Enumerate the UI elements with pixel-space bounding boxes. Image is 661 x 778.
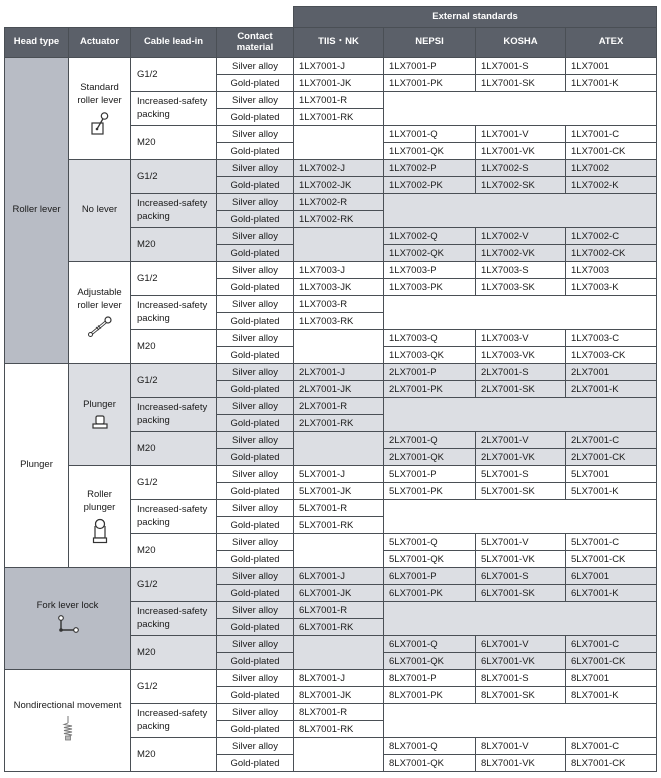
spec-table-wrapper xyxy=(4,6,657,772)
atex-code: 1LX7001-C xyxy=(566,126,657,143)
atex-code: 1LX7002-CK xyxy=(566,245,657,262)
nepsi-code: 6LX7001-QK xyxy=(384,653,476,670)
adjustable-roller-lever-icon xyxy=(87,316,113,338)
kosha-code: 1LX7003-VK xyxy=(476,347,566,364)
cable-lead-in-cell: M20 xyxy=(131,432,217,466)
actuator-header: Actuator xyxy=(69,28,131,58)
nepsi-code: 2LX7001-PK xyxy=(384,381,476,398)
atex-code: 1LX7003-C xyxy=(566,330,657,347)
cable-lead-in-cell: Increased-safety packing xyxy=(131,398,217,432)
empty-cell xyxy=(384,602,657,636)
header-spacer xyxy=(5,7,294,28)
kosha-code: 2LX7001-SK xyxy=(476,381,566,398)
atex-code: 6LX7001-K xyxy=(566,585,657,602)
tiis-nk-code: 8LX7001-RK xyxy=(294,721,384,738)
nepsi-code: 6LX7001-PK xyxy=(384,585,476,602)
cable-lead-in-cell: G1/2 xyxy=(131,670,217,704)
tiis-nk-code: 8LX7001-J xyxy=(294,670,384,687)
kosha-code: 1LX7003-S xyxy=(476,262,566,279)
head-type-label: Fork lever lock xyxy=(36,599,99,611)
tiis-nk-code: 1LX7002-R xyxy=(294,194,384,211)
tiis-nk-header: TIIS・NK xyxy=(294,28,384,58)
nepsi-code: 1LX7002-Q xyxy=(384,228,476,245)
contact-material-cell: Gold-plated xyxy=(217,75,294,92)
tiis-nk-code: 6LX7001-JK xyxy=(294,585,384,602)
tiis-nk-code: 5LX7001-RK xyxy=(294,517,384,534)
cable-lead-in-cell: G1/2 xyxy=(131,160,217,194)
actuator-cell xyxy=(69,364,131,466)
kosha-code: 6LX7001-S xyxy=(476,568,566,585)
external-standards-table xyxy=(4,6,657,772)
atex-code: 2LX7001-C xyxy=(566,432,657,449)
contact-material-cell: Silver alloy xyxy=(217,228,294,245)
kosha-code: 1LX7001-V xyxy=(476,126,566,143)
kosha-code: 5LX7001-VK xyxy=(476,551,566,568)
cable-lead-in-cell: M20 xyxy=(131,738,217,772)
head-type-cell xyxy=(5,568,131,670)
nepsi-code: 5LX7001-P xyxy=(384,466,476,483)
nepsi-code: 1LX7002-PK xyxy=(384,177,476,194)
atex-code: 1LX7003 xyxy=(566,262,657,279)
empty-cell xyxy=(294,534,384,568)
cable-lead-in-cell: Increased-safety packing xyxy=(131,92,217,126)
cable-lead-in-cell: G1/2 xyxy=(131,466,217,500)
tiis-nk-code: 1LX7002-J xyxy=(294,160,384,177)
roller-lever-icon xyxy=(91,111,109,135)
contact-material-cell: Gold-plated xyxy=(217,721,294,738)
contact-material-header: Contact material xyxy=(217,28,294,58)
nepsi-code: 5LX7001-PK xyxy=(384,483,476,500)
cable-lead-in-cell: Increased-safety packing xyxy=(131,602,217,636)
fork-lever-lock-icon xyxy=(55,615,81,637)
tiis-nk-code: 1LX7001-R xyxy=(294,92,384,109)
tiis-nk-code: 1LX7003-RK xyxy=(294,313,384,330)
contact-material-cell: Silver alloy xyxy=(217,262,294,279)
contact-material-cell: Silver alloy xyxy=(217,92,294,109)
contact-material-cell: Gold-plated xyxy=(217,653,294,670)
empty-cell xyxy=(294,432,384,466)
nepsi-code: 1LX7001-QK xyxy=(384,143,476,160)
tiis-nk-code: 5LX7001-J xyxy=(294,466,384,483)
contact-material-cell: Silver alloy xyxy=(217,500,294,517)
contact-material-cell: Gold-plated xyxy=(217,687,294,704)
contact-material-cell: Silver alloy xyxy=(217,160,294,177)
contact-material-cell: Silver alloy xyxy=(217,466,294,483)
empty-cell xyxy=(384,704,657,738)
contact-material-cell: Gold-plated xyxy=(217,449,294,466)
atex-code: 5LX7001-C xyxy=(566,534,657,551)
contact-material-cell: Gold-plated xyxy=(217,347,294,364)
external-standards-header: External standards xyxy=(294,7,657,28)
actuator-label: No lever xyxy=(81,204,118,216)
nepsi-code: 5LX7001-Q xyxy=(384,534,476,551)
plunger-icon xyxy=(91,414,109,430)
tiis-nk-code: 6LX7001-RK xyxy=(294,619,384,636)
contact-material-cell: Gold-plated xyxy=(217,143,294,160)
tiis-nk-code: 2LX7001-R xyxy=(294,398,384,415)
atex-code: 1LX7002 xyxy=(566,160,657,177)
actuator-label: Roller plunger xyxy=(83,489,116,513)
cable-lead-in-cell: G1/2 xyxy=(131,58,217,92)
contact-material-cell: Silver alloy xyxy=(217,534,294,551)
cable-lead-in-cell: M20 xyxy=(131,330,217,364)
contact-material-cell: Gold-plated xyxy=(217,551,294,568)
atex-code: 1LX7001-CK xyxy=(566,143,657,160)
cable-lead-in-cell: M20 xyxy=(131,534,217,568)
roller-plunger-icon xyxy=(92,518,108,544)
contact-material-cell: Silver alloy xyxy=(217,432,294,449)
actuator-label: Plunger xyxy=(83,398,116,410)
tiis-nk-code: 8LX7001-R xyxy=(294,704,384,721)
contact-material-cell: Gold-plated xyxy=(217,517,294,534)
atex-code: 1LX7002-K xyxy=(566,177,657,194)
tiis-nk-code: 1LX7001-RK xyxy=(294,109,384,126)
actuator-cell xyxy=(69,466,131,568)
contact-material-cell: Silver alloy xyxy=(217,738,294,755)
nepsi-code: 2LX7001-Q xyxy=(384,432,476,449)
nepsi-code: 8LX7001-Q xyxy=(384,738,476,755)
empty-cell xyxy=(294,126,384,160)
nepsi-code: 1LX7003-QK xyxy=(384,347,476,364)
contact-material-cell: Gold-plated xyxy=(217,585,294,602)
tiis-nk-code: 1LX7003-J xyxy=(294,262,384,279)
kosha-code: 5LX7001-SK xyxy=(476,483,566,500)
empty-cell xyxy=(384,92,657,126)
contact-material-cell: Silver alloy xyxy=(217,568,294,585)
contact-material-cell: Silver alloy xyxy=(217,398,294,415)
kosha-code: 6LX7001-VK xyxy=(476,653,566,670)
empty-cell xyxy=(294,228,384,262)
kosha-code: 2LX7001-S xyxy=(476,364,566,381)
kosha-code: 1LX7002-V xyxy=(476,228,566,245)
tiis-nk-code: 1LX7002-RK xyxy=(294,211,384,228)
atex-code: 1LX7003-K xyxy=(566,279,657,296)
cable-lead-in-header: Cable lead-in xyxy=(131,28,217,58)
tiis-nk-code: 2LX7001-RK xyxy=(294,415,384,432)
atex-code: 8LX7001 xyxy=(566,670,657,687)
cable-lead-in-cell: Increased-safety packing xyxy=(131,296,217,330)
cable-lead-in-cell: M20 xyxy=(131,636,217,670)
actuator-cell xyxy=(69,262,131,364)
empty-cell xyxy=(384,500,657,534)
actuator-label: Adjustable roller lever xyxy=(77,287,122,311)
cable-lead-in-cell: G1/2 xyxy=(131,364,217,398)
atex-code: 1LX7001-K xyxy=(566,75,657,92)
nepsi-code: 5LX7001-QK xyxy=(384,551,476,568)
contact-material-cell: Silver alloy xyxy=(217,126,294,143)
tiis-nk-code: 5LX7001-JK xyxy=(294,483,384,500)
contact-material-cell: Gold-plated xyxy=(217,415,294,432)
tiis-nk-code: 5LX7001-R xyxy=(294,500,384,517)
cable-lead-in-cell: G1/2 xyxy=(131,262,217,296)
cable-lead-in-cell: M20 xyxy=(131,126,217,160)
contact-material-cell: Gold-plated xyxy=(217,755,294,772)
nepsi-code: 1LX7001-Q xyxy=(384,126,476,143)
head-type-label: Roller lever xyxy=(12,204,61,216)
cable-lead-in-cell: Increased-safety packing xyxy=(131,704,217,738)
nepsi-header: NEPSI xyxy=(384,28,476,58)
contact-material-cell: Silver alloy xyxy=(217,194,294,211)
actuator-cell xyxy=(69,58,131,160)
tiis-nk-code: 2LX7001-JK xyxy=(294,381,384,398)
atex-code: 6LX7001-CK xyxy=(566,653,657,670)
cable-lead-in-cell: M20 xyxy=(131,228,217,262)
atex-code: 6LX7001 xyxy=(566,568,657,585)
empty-cell xyxy=(384,296,657,330)
cable-lead-in-cell: G1/2 xyxy=(131,568,217,602)
nepsi-code: 1LX7003-PK xyxy=(384,279,476,296)
contact-material-cell: Gold-plated xyxy=(217,245,294,262)
nepsi-code: 2LX7001-QK xyxy=(384,449,476,466)
atex-code: 8LX7001-C xyxy=(566,738,657,755)
atex-code: 6LX7001-C xyxy=(566,636,657,653)
kosha-code: 1LX7001-SK xyxy=(476,75,566,92)
kosha-code: 2LX7001-VK xyxy=(476,449,566,466)
contact-material-cell: Silver alloy xyxy=(217,602,294,619)
contact-material-cell: Silver alloy xyxy=(217,330,294,347)
actuator-cell xyxy=(69,160,131,262)
atex-code: 2LX7001-CK xyxy=(566,449,657,466)
contact-material-cell: Gold-plated xyxy=(217,211,294,228)
contact-material-cell: Silver alloy xyxy=(217,636,294,653)
contact-material-cell: Gold-plated xyxy=(217,381,294,398)
actuator-label: Standard roller lever xyxy=(77,82,122,106)
contact-material-cell: Gold-plated xyxy=(217,177,294,194)
kosha-code: 5LX7001-S xyxy=(476,466,566,483)
atex-code: 1LX7002-C xyxy=(566,228,657,245)
tiis-nk-code: 1LX7001-JK xyxy=(294,75,384,92)
nepsi-code: 1LX7001-PK xyxy=(384,75,476,92)
kosha-code: 1LX7002-SK xyxy=(476,177,566,194)
empty-cell xyxy=(384,194,657,228)
atex-code: 2LX7001 xyxy=(566,364,657,381)
nepsi-code: 1LX7001-P xyxy=(384,58,476,75)
empty-cell xyxy=(294,738,384,772)
contact-material-cell: Silver alloy xyxy=(217,364,294,381)
nepsi-code: 8LX7001-P xyxy=(384,670,476,687)
atex-code: 2LX7001-K xyxy=(566,381,657,398)
contact-material-cell: Silver alloy xyxy=(217,296,294,313)
contact-material-cell: Gold-plated xyxy=(217,313,294,330)
kosha-code: 8LX7001-SK xyxy=(476,687,566,704)
head-type-cell xyxy=(5,58,69,364)
contact-material-cell: Silver alloy xyxy=(217,58,294,75)
spring-rod-icon xyxy=(62,715,74,741)
kosha-code: 1LX7003-V xyxy=(476,330,566,347)
atex-code: 5LX7001 xyxy=(566,466,657,483)
head-type-label: Plunger xyxy=(20,459,53,471)
kosha-code: 6LX7001-SK xyxy=(476,585,566,602)
atex-code: 5LX7001-K xyxy=(566,483,657,500)
head-type-header: Head type xyxy=(5,28,69,58)
empty-cell xyxy=(294,636,384,670)
contact-material-cell: Gold-plated xyxy=(217,109,294,126)
kosha-code: 1LX7001-S xyxy=(476,58,566,75)
tiis-nk-code: 1LX7001-J xyxy=(294,58,384,75)
empty-cell xyxy=(384,398,657,432)
kosha-code: 1LX7002-VK xyxy=(476,245,566,262)
kosha-code: 8LX7001-VK xyxy=(476,755,566,772)
kosha-code: 6LX7001-V xyxy=(476,636,566,653)
contact-material-cell: Silver alloy xyxy=(217,704,294,721)
kosha-code: 8LX7001-V xyxy=(476,738,566,755)
tiis-nk-code: 8LX7001-JK xyxy=(294,687,384,704)
tiis-nk-code: 1LX7002-JK xyxy=(294,177,384,194)
cable-lead-in-cell: Increased-safety packing xyxy=(131,500,217,534)
atex-code: 8LX7001-CK xyxy=(566,755,657,772)
head-type-label: Nondirectional movement xyxy=(13,699,122,711)
atex-code: 5LX7001-CK xyxy=(566,551,657,568)
tiis-nk-code: 1LX7003-JK xyxy=(294,279,384,296)
contact-material-cell: Silver alloy xyxy=(217,670,294,687)
cable-lead-in-cell: Increased-safety packing xyxy=(131,194,217,228)
atex-code: 1LX7001 xyxy=(566,58,657,75)
contact-material-cell: Gold-plated xyxy=(217,279,294,296)
nepsi-code: 1LX7003-P xyxy=(384,262,476,279)
nepsi-code: 8LX7001-QK xyxy=(384,755,476,772)
head-type-cell xyxy=(5,670,131,772)
nepsi-code: 1LX7002-P xyxy=(384,160,476,177)
kosha-code: 1LX7002-S xyxy=(476,160,566,177)
nepsi-code: 6LX7001-P xyxy=(384,568,476,585)
head-type-cell xyxy=(5,364,69,568)
contact-material-cell: Gold-plated xyxy=(217,619,294,636)
kosha-header: KOSHA xyxy=(476,28,566,58)
kosha-code: 5LX7001-V xyxy=(476,534,566,551)
kosha-code: 1LX7003-SK xyxy=(476,279,566,296)
contact-material-cell: Gold-plated xyxy=(217,483,294,500)
atex-code: 8LX7001-K xyxy=(566,687,657,704)
nepsi-code: 1LX7003-Q xyxy=(384,330,476,347)
nepsi-code: 1LX7002-QK xyxy=(384,245,476,262)
kosha-code: 1LX7001-VK xyxy=(476,143,566,160)
tiis-nk-code: 1LX7003-R xyxy=(294,296,384,313)
tiis-nk-code: 6LX7001-R xyxy=(294,602,384,619)
kosha-code: 2LX7001-V xyxy=(476,432,566,449)
nepsi-code: 8LX7001-PK xyxy=(384,687,476,704)
tiis-nk-code: 6LX7001-J xyxy=(294,568,384,585)
atex-header: ATEX xyxy=(566,28,657,58)
tiis-nk-code: 2LX7001-J xyxy=(294,364,384,381)
nepsi-code: 6LX7001-Q xyxy=(384,636,476,653)
empty-cell xyxy=(294,330,384,364)
kosha-code: 8LX7001-S xyxy=(476,670,566,687)
nepsi-code: 2LX7001-P xyxy=(384,364,476,381)
atex-code: 1LX7003-CK xyxy=(566,347,657,364)
